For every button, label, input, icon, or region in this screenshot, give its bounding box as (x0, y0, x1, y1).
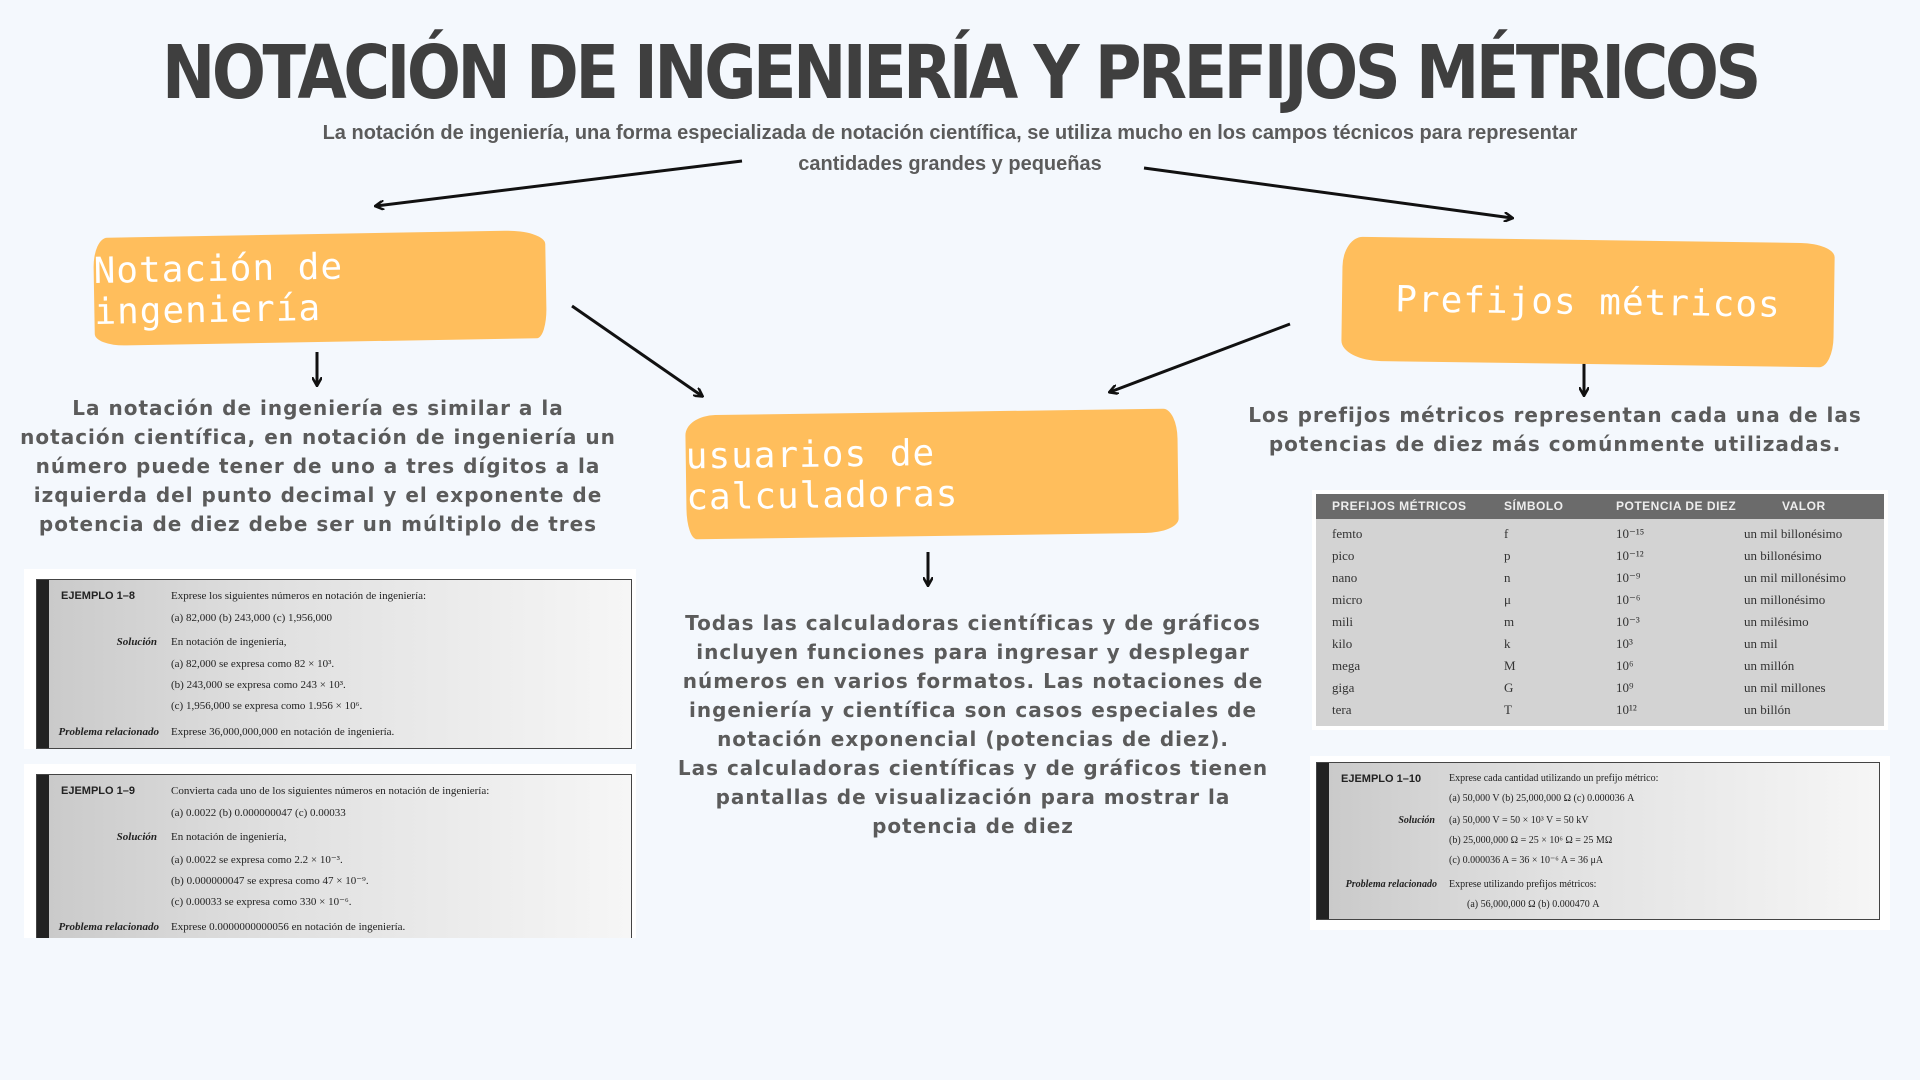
arrow-prefijos-to-calculadoras (1110, 324, 1290, 392)
prefix-name: kilo (1332, 636, 1353, 651)
prefix-value: un mil billonésimo (1744, 526, 1843, 541)
example-items: (a) 82,000 (b) 243,000 (c) 1,956,000 (171, 612, 332, 624)
col-header-prefijo: PREFIJOS MÉTRICOS (1332, 499, 1467, 513)
problema-text: Exprese 0.0000000000056 en notación de ingeniería. (171, 921, 406, 933)
prefix-power: 10⁻¹² (1616, 548, 1644, 563)
prefix-symbol: μ (1504, 592, 1511, 607)
prefix-value: un millonésimo (1744, 592, 1826, 607)
problema-label: Problema relacionado (1345, 879, 1437, 890)
col-header-potencia: POTENCIA DE DIEZ (1616, 499, 1737, 513)
arrow-to-prefijos (1144, 168, 1512, 218)
example-1-10 (1310, 756, 1890, 930)
example-title: EJEMPLO 1–10 (1341, 773, 1422, 785)
node-prefijos-label: Prefijos métricos (1394, 278, 1782, 326)
calculadoras-description: Todas las calculadoras científicas y de gráficos incluyen funciones para ingresar y desplegar números en varios formatos. Las notaciones de ingeniería y científica son casos especiales de notación exponencial (potencias de diez). Las calculadoras científicas y de gráficos tienen pantallas de visualización para mostrar la potencia de diez (677, 611, 1269, 838)
page-subtitle: La notación de ingeniería, una forma especializada de notación científica, se utiliza mucho en los campos técnicos para representar cantidades grandes y pequeñas (322, 122, 1578, 175)
prefix-name: giga (1332, 680, 1355, 695)
prefix-value: un millón (1744, 658, 1795, 673)
prefix-name: mili (1332, 614, 1353, 629)
prefix-power: 10⁻³ (1616, 614, 1640, 629)
example-items: (a) 50,000 V (b) 25,000,000 Ω (c) 0.000036 A (1449, 793, 1635, 804)
example-1-9 (24, 764, 636, 938)
node-notacion-label: Notación de ingeniería (93, 246, 344, 333)
problema-label: Problema relacionado (58, 921, 159, 933)
answer-a: (a) 82,000 se expresa como 82 × 10³. (171, 658, 335, 670)
page-title: NOTACIÓN DE INGENIERÍA Y PREFIJOS MÉTRICOS (162, 30, 1758, 116)
prefix-value: un mil (1744, 636, 1778, 651)
prefix-power: 10⁻¹⁵ (1616, 526, 1645, 541)
solucion-label: Solución (1398, 815, 1435, 826)
problema-items: (a) 56,000,000 Ω (b) 0.000470 A (1467, 899, 1600, 910)
example-prompt: Exprese los siguientes números en notación de ingeniería: (171, 590, 427, 602)
node-notacion-ingenieria (93, 230, 547, 346)
answer-c: (c) 1,956,000 se expresa como 1.956 × 10⁶. (171, 700, 363, 712)
prefix-symbol: T (1504, 702, 1512, 717)
example-prompt: Convierta cada uno de los siguientes números en notación de ingeniería: (171, 785, 490, 797)
example-prompt: Exprese cada cantidad utilizando un prefijo métrico: (1449, 773, 1659, 784)
problema-text: Exprese 36,000,000,000 en notación de ingeniería. (171, 726, 395, 738)
answer-a: (a) 0.0022 se expresa como 2.2 × 10⁻³. (171, 854, 343, 866)
prefix-power: 10⁹ (1616, 680, 1634, 695)
example-1-8 (24, 569, 636, 749)
table-header (1316, 494, 1884, 519)
example-title: EJEMPLO 1–8 (61, 590, 135, 602)
solucion-intro: En notación de ingeniería, (171, 831, 287, 843)
prefix-symbol: M (1504, 658, 1516, 673)
prefix-power: 10¹² (1616, 702, 1637, 717)
prefix-name: nano (1332, 570, 1358, 585)
problema-label: Problema relacionado (58, 726, 159, 738)
prefix-symbol: f (1504, 526, 1509, 541)
arrow-notacion-to-calculadoras (572, 306, 702, 396)
example-title: EJEMPLO 1–9 (61, 785, 135, 797)
prefix-power: 10⁻⁹ (1616, 570, 1641, 585)
prefix-symbol: m (1504, 614, 1515, 629)
prefix-symbol: G (1504, 680, 1514, 695)
prefix-value: un mil millonésimo (1744, 570, 1846, 585)
col-header-valor: VALOR (1782, 499, 1826, 513)
prefix-value: un milésimo (1744, 614, 1809, 629)
prefix-symbol: n (1504, 570, 1511, 585)
prefix-symbol: k (1504, 636, 1511, 651)
prefix-power: 10⁶ (1616, 658, 1634, 673)
problema-text: Exprese utilizando prefijos métricos: (1449, 879, 1597, 890)
prefix-name: pico (1332, 548, 1355, 563)
prefix-table (1312, 490, 1888, 730)
answer-a: (a) 50,000 V = 50 × 10³ V = 50 kV (1449, 815, 1589, 826)
col-header-simbolo: SÍMBOLO (1504, 499, 1564, 513)
prefix-value: un mil millones (1744, 680, 1826, 695)
example-items: (a) 0.0022 (b) 0.000000047 (c) 0.00033 (171, 807, 346, 819)
arrow-to-notacion (376, 161, 742, 206)
prefix-name: femto (1332, 526, 1363, 541)
answer-c: (c) 0.00033 se expresa como 330 × 10⁻⁶. (171, 896, 352, 908)
prefix-power: 10⁻⁶ (1616, 592, 1641, 607)
solucion-label: Solución (116, 831, 157, 843)
answer-c: (c) 0.000036 A = 36 × 10⁻⁶ A = 36 μA (1449, 855, 1604, 866)
prefix-power: 10³ (1616, 636, 1633, 651)
notacion-description: La notación de ingeniería es similar a la notación científica, en notación de ingeniería un número puede tener de uno a tres dígitos a la izquierda del punto decimal y el exponente de potencia de diez debe ser un múltiplo de tres (20, 396, 616, 536)
solucion-label: Solución (116, 636, 157, 648)
node-usuarios-calculadoras (685, 409, 1179, 540)
prefix-symbol: p (1504, 548, 1511, 563)
answer-b: (b) 243,000 se expresa como 243 × 10³. (171, 679, 346, 691)
prefijos-description: Los prefijos métricos representan cada una de las potencias de diez más comúnmente utilizadas. (1248, 403, 1862, 456)
node-prefijos-metricos (1341, 237, 1835, 368)
answer-b: (b) 0.000000047 se expresa como 47 × 10⁻⁹. (171, 875, 369, 887)
prefix-name: tera (1332, 702, 1352, 717)
solucion-intro: En notación de ingeniería, (171, 636, 287, 648)
prefix-value: un billón (1744, 702, 1791, 717)
prefix-name: mega (1332, 658, 1361, 673)
prefix-value: un billonésimo (1744, 548, 1822, 563)
node-calculadoras-label: usuarios de calculadoras (685, 432, 959, 519)
prefix-name: micro (1332, 592, 1363, 607)
answer-b: (b) 25,000,000 Ω = 25 × 10⁶ Ω = 25 MΩ (1449, 835, 1613, 846)
